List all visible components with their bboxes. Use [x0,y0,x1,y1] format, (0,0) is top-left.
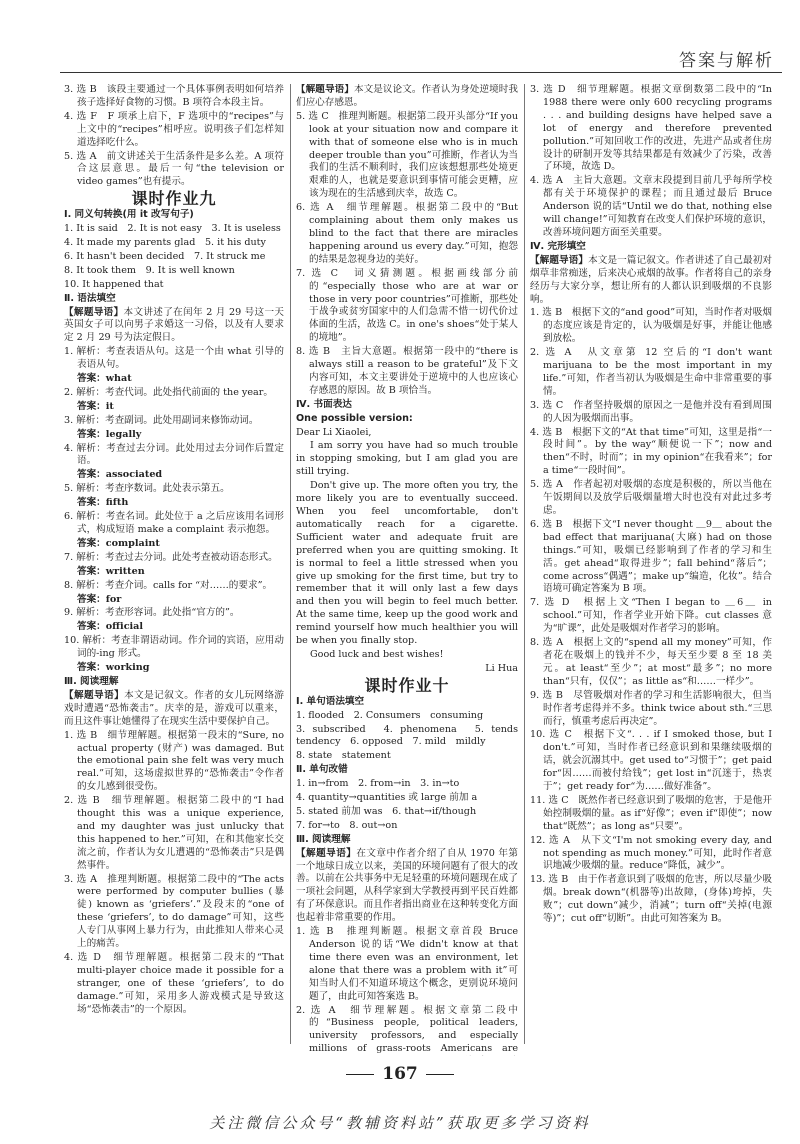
answer-line: Dear Li Xiaolei, [296,426,372,438]
answer-item: 8. 解析：考查介词。calls for “对……的要求”。 [64,579,273,591]
answer-item: 8. 选 B 主旨大意题。根据第一段中的“there is always still a reason to be grateful”及下文内容可知，本文主要讲处于逆境中的人也应该心存感恩的原因。故 B 项恰当。 [296,346,518,396]
section-heading: Ⅲ. 阅读理解 [64,675,119,687]
guide-text: 本文是记叙文。作者的女儿玩网络游戏时遭遇“恐怖袭击”。庆幸的是，游戏可以重来，而且这件事让她懂得了在现实生活中要保护自己。 [64,689,284,727]
answer-value: 答案：working [77,662,150,674]
answer-item: 1. 选 B 根据下文的“and good”可知，当时作者对吸烟的态度应该是肯定的，认为吸烟是好事，并能让他感到放松。 [530,307,772,345]
answer-item: 7. 选 C 词义猜测题。根据画线部分前的“especially those who are at war or those in very poor countries”可推断，那些处于战争或贫穷国家中的人们急需不惜一切代价过体面的生活，故选 C。in one's shoes“处于某人的境地”。 [296,267,518,344]
answer-value: 答案：fifth [77,497,129,509]
answer-item: 9. 选 B 尽管吸烟对作者的学习和生活影响很大，但当时作者考虑得并不多。think twice about sth.“三思而行，慎重考虑后再决定”。 [530,689,772,727]
answer-item: 2. 解析：考查代词。此处指代前面的 the year。 [64,386,273,398]
guide-text: 在文章中作者介绍了自从 1970 年第一个地球日成立以来，美国的环境问题有了很大的改善。以前在公共事务中无足轻重的环境问题现在成了一项社会问题，从科学家到大学教授再到平民百姓都有了环保意识。而且作者指出商业在这种转变化方面也起着非常重要的作用。 [296,847,518,924]
answer-columns [64,84,772,1056]
answer-item: 6. 解析：考查名词。此处位于 a 之后应该用名词形式，构成短语 make a complaint 表示抱怨。 [64,511,284,535]
answer-item: 11. 选 C 既然作者已经意识到了吸烟的危害，于是他开始控制吸烟的量。as if“好像”；even if“即使”；now that“既然”；as long as“只要”。 [530,794,772,832]
guide-paragraph [64,690,284,729]
answer-value: 答案：official [77,621,144,633]
section-heading: Ⅰ. 同义句转换(用 it 改写句子) [64,209,194,221]
answer-item: 10. 解析：考查非谓语动词。作介词的宾语，应用动词的-ing 形式。 [64,635,284,660]
answer-item: 4. 选 D 细节理解题。根据第二段末的“That multi-player choice made it possible for a stranger, one of these ‘griefers’, to do damage.”可知，采用多人游戏模式是导致这场“恐怖袭击”的一个原因。 [64,952,284,1015]
column-divider [290,84,291,1044]
section-heading: Ⅱ. 单句改错 [296,764,348,776]
answer-item: 6. 选 A 细节理解题。根据第二段中的“But complaining about them only makes us blind to the fact that there are miracles happening around us every day.”可知，抱怨的结果是忽视身边的美好。 [296,202,518,265]
section-title: 课时作业十 [364,675,450,695]
answer-line: 8. It took them 9. It is well known [64,264,235,276]
answer-line: 5. stated 前加 was 6. that→if/though [296,805,477,817]
section-heading: Ⅰ. 单句语法填空 [296,695,365,707]
answer-item: 5. 选 A 作者起初对吸烟的态度是积极的，所以当他在午饭期间以及放学后吸烟量增大时也没有对此过多考虑。 [530,479,772,516]
answer-item: 4. 解析：考查过去分词。此处用过去分词作后置定语。 [64,442,284,467]
column-middle [296,84,518,1056]
answer-item: 7. 选 D 根据上文“Then I began to ＿6＿ in school.”可知，作者学业开始下降。cut classes 意为“旷课”，此处是吸烟对作者学习的影响。 [530,597,772,635]
answer-item: 2. 选 A 从文章第 12 空后的“I don't want marijuana to be the most important in my life.”可知，作者当初认为吸烟是生命中非常重要的事情。 [530,347,772,397]
guide-paragraph [296,84,518,110]
answer-line: 10. It happened that [64,278,164,290]
answer-item: 13. 选 B 由于作者意识到了吸烟的危害，所以尽量少吸烟。break down“(机器等)出故障，(身体)垮掉，失败”；cut down“减少，消减”；turn off“关掉(电源等)”；cut off“切断”。由此可知答案为 B。 [530,874,772,925]
answer-line: 7. for→to 8. out→on [296,819,398,831]
guide-label: 【解题导语】 [296,847,357,859]
section-heading: Ⅳ. 书面表达 [296,398,352,410]
section-heading: Ⅳ. 完形填空 [530,240,586,252]
section-heading: One possible version: [296,412,413,424]
section-heading: Ⅲ. 阅读理解 [296,833,351,845]
answer-value: 答案：associated [77,469,163,481]
answer-value: 答案：written [77,565,145,577]
answer-value: 答案：legally [77,428,142,440]
guide-label: 【解题导语】 [530,254,589,266]
answer-item: 3. 选 A 推理判断题。根据第二段中的“The acts were performed by computer bullies (暴徒) known as ‘griefers’.”及段末的“one of these ‘griefers’, to do damage”可知，这些人专门从事网上暴力行为，由此推知人带来心灵上的痛苦。 [64,873,284,950]
column-divider [524,84,525,1044]
column-left [64,84,284,1056]
answer-item: 1. 选 B 推理判断题。根据文章首段 Bruce Anderson 说的话“We didn't know at that time there even was an environment, let alone that there was a problem with it”可知当时人们不知道环境这个概念，更别说环境问题了，由此可知答案选 B。 [296,926,518,1002]
answer-value: 答案：complaint [77,537,160,549]
guide-label: 【解题导语】 [296,84,354,95]
answer-item: 3. 解析：考查副词。此处用副词来修饰动词。 [64,414,259,426]
answer-line: 1. flooded 2. Consumers consuming [296,709,484,721]
guide-text: 本文是议论文。作者认为身处逆境时我们应心存感恩。 [296,84,518,108]
answer-item: 4. 选 A 主旨大意题。文章末段提到目前几乎每所学校都有关于环境保护的课程；而且通过最后 Bruce Anderson 说的话“Until we do that, nothing else will change!”可知教育在改变人们保护环境的意识，改善环境问题方面至关重要。 [530,175,772,238]
section-title: 课时作业九 [131,189,217,209]
page-header [0,0,800,78]
column-right [530,84,772,1056]
answer-item: 3. 选 B 该段主要通过一个具体事例表明如何培养孩子选择好食物的习惯。B 项符合本段主旨。 [64,84,284,108]
answer-item: 1. 选 B 细节理解题。根据第一段末的“Sure, no actual property (财产) was damaged. But the emotional pain she felt was very much real.”可知，这场虚拟世界的“恐怖袭击”令作者的女儿感到很受伤。 [64,729,284,793]
guide-paragraph [530,255,772,307]
guide-label: 【解题导语】 [64,689,125,701]
answer-item: 7. 解析：考查过去分词。此处考查被动语态形式。 [64,551,278,563]
answer-line: 4. quantity→quantities 或 large 前加 a [296,792,478,804]
answer-item: 3. 选 D 细节理解题。根据文章倒数第二段中的“In 1988 there were only 600 recycling programs . . . and building designs have helped save a lot of energy and therefore prevented pollution.”可知回收工作的改进，先进产品或者住房设计的研制开发等其结果都是有效减少了污染，改善了环境，故选 D。 [530,84,772,173]
answer-item: 4. 选 B 根据下文的“At that time”可知，这里是指“一段时间”。by the way“顺便说一下”；now and then“不时，时而”；in my opinion“在我看来”；for a time“一段时间”。 [530,426,772,477]
answer-item: 4. 选 F F 项承上启下，F 选项中的“recipes”与上文中的“recipes”相呼应。说明孩子们怎样知道选择吃什么。 [64,110,284,148]
answer-item: 1. 解析：考查表语从句。这是一个由 what 引导的表语从句。 [64,346,284,371]
answer-line: 4. It made my parents glad 5. it his duty [64,236,266,248]
header-title: 答案与解析 [679,51,774,71]
section-heading: Ⅱ. 语法填空 [64,292,116,304]
essay-paragraph: Don't give up. The more often you try, the more likely you are to eventually succeed. When you feel uncomfortable, don't automatically reach for a cigarette. Sufficient water and adequate fruit are preferred when you are quitting smoking. It is normal to feel a little stressed when you give up smoking for the first time, but try to remember that it will only last a few days and then you will begin to feel much better. At the same time, keep up the good work and remind yourself how much healthier you will be when you finally stop. [296,480,518,647]
guide-paragraph [296,848,518,925]
answer-item: 5. 解析：考查序数词。此处表示第五。 [64,483,230,495]
answer-line: 8. state statement [296,750,391,762]
header-rule [60,72,782,73]
answer-item: 12. 选 A 从下文“I'm not smoking every day, and not spending as much money.”可知，此时作者意识地减少吸烟的量。reduce“降低，减少”。 [530,834,772,872]
essay-paragraph: I am sorry you have had so much trouble in stopping smoking, but I am glad you are still trying. [296,440,518,478]
answer-value: 答案：what [77,373,132,385]
answer-item: 5. 选 A 前文讲述关于生活条件是多么差。A 项符合这层意思。最后一句“the television or video games”也有提示。 [64,150,284,188]
answer-item: 9. 解析：考查形容词。此处指“官方的”。 [64,607,240,619]
essay-paragraph: Good luck and best wishes! [310,648,444,660]
answer-line: 3. subscribed 4. phenomena 5. tends tendency 6. opposed 7. mild mildly [296,723,518,748]
guide-label: 【解题导语】 [64,306,124,318]
answer-item: 3. 选 C 作者坚持吸烟的原因之一是他并没有看到周围的人因为吸烟而出事。 [530,399,772,424]
guide-paragraph [64,307,284,346]
answer-item: 5. 选 C 推理判断题。根据第二段开头部分“If you look at your situation now and compare it with that of someone else who is in much deeper trouble than you”可推断，作者认为当我们的生活不顺利时，我们应该想想那些处境更艰难的人，也就是要意识到事情可能会更糟，应该为现在的生活感到庆幸，故选 C。 [296,110,518,200]
answer-item: 8. 选 A 根据上文的“spend all my money”可知，作者花在吸烟上的钱并不少，每天至少要 8 至 18 美元。at least“至少”；at most“最多”；no more than“只有，仅仅”；as little as“和……一样少”。 [530,637,772,687]
page-number: 167 [0,1064,800,1084]
answer-value: 答案：it [77,400,114,412]
answer-item: 10. 选 C 根据下文“. . . if I smoked those, but I don't.”可知，当时作者已经意识到和果继续吸烟的话，就会沉溺其中。get used to“习惯于”；get paid for“因……而被付给钱”；get lost in“沉迷于，热衷于”；get ready for“为……做好准备”。 [530,729,772,793]
answer-line: 6. It hasn't been decided 7. It struck me [64,250,266,262]
answer-item: 2. 选 A 细节理解题。根据文章第二段中的“Business people, political leaders, university professors, and especially millions of grass-roots Americans are [296,1004,518,1055]
guide-text: 本文是一篇记叙文。作者讲述了自己最初对烟草非常痴迷，后来决心戒烟的故事。作者将自己的亲身经历与大家分享，想让所有的人都认识到吸烟的不良影响。 [530,254,772,305]
guide-text: 本文讲述了在闰年 2 月 29 号这一天英国女子可以向男子求婚这一习俗，以及有人要求定 2 月 29 号为法定假日。 [64,306,284,344]
essay-signature: Li Hua [485,662,518,674]
answer-line: 1. in→from 2. from→in 3. in→to [296,778,460,790]
answer-item: 6. 选 B 根据下文“I never thought ＿9＿ about the bad effect that marijuana(大麻) had on those things.”可知，吸烟已经影响到了作者的学习和生活。get ahead“取得进步”；fall behind“落后”；come across“偶遇”；make up“编造，化妆”。结合语境可确定答案为 B 项。 [530,518,772,595]
answer-line: 1. It is said 2. It is not easy 3. It is useless [64,223,281,235]
answer-value: 答案：for [77,593,122,605]
answer-item: 2. 选 B 细节理解题。根据第二段中的“I had thought this was a unique experience, and my daughter was just unlucky that this happened to her.”可知，在和其他家长交流之前，作者认为女儿遭遇的“恐怖袭击”只是偶然事件。 [64,795,284,871]
footer-note: 关注微信公众号“教辅资料站”获取更多学习资料 [209,1114,591,1132]
